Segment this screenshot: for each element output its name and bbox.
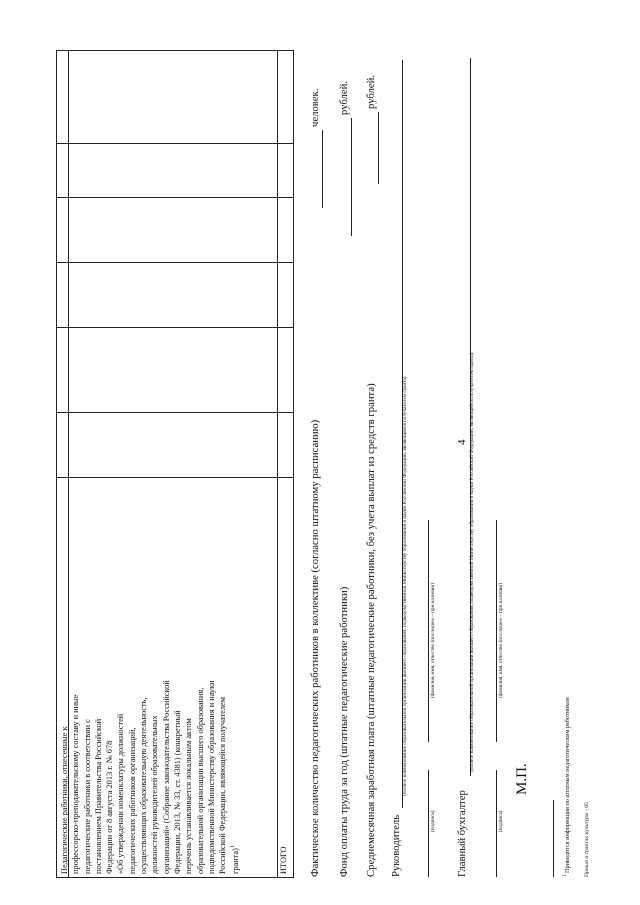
director-name-line[interactable] — [428, 520, 429, 742]
row-label-line: Педагогические работники, отнесенные к — [60, 726, 69, 874]
table-border-top — [56, 50, 293, 51]
row-label-line: перечень устанавливается локальным актом — [184, 718, 194, 874]
director-label-text: Руководитель — [390, 814, 402, 877]
footnote-separator — [553, 800, 554, 877]
row-label-line: Федерации, 2013, № 33, ст. 4381) (конкретный — [172, 710, 182, 874]
footnote — [563, 697, 571, 877]
avg-salary-input-line[interactable] — [378, 112, 379, 184]
payroll-unit-text: рублей. — [338, 80, 350, 115]
accountant-label-text: Главный бухгалтер — [456, 790, 468, 877]
table-col-rule — [56, 197, 293, 198]
document-footer-text: Приказ о грантах культуры - 05 — [584, 802, 590, 877]
row-label-line-end: гранта) — [231, 848, 241, 874]
row-label-line: постановлением Правительства Российской — [93, 718, 103, 874]
table-col-rule — [56, 262, 293, 263]
total-row-label — [279, 846, 288, 874]
accountant-signature-caption-text: (подпись) — [498, 810, 504, 832]
director-org-caption — [402, 377, 408, 796]
table-border-bottom — [56, 877, 293, 878]
director-signature-caption-text: (подпись) — [430, 810, 436, 832]
accountant-name-line[interactable] — [496, 520, 497, 742]
row-label-line: должностей руководителей образовательных — [150, 715, 160, 874]
director-org-caption-text: (полное наименование образовательной организации высшего образования, подведомственной Министерству образования и науки Российской Федерации, являющейся получателем гранта) — [402, 376, 408, 796]
row-label-line: организаций» (Собрание законодательства Российской — [161, 680, 171, 874]
accountant-signature-line[interactable] — [496, 770, 497, 877]
director-name-caption-text: (фамилия, имя, отчество (последнее – при наличии) — [430, 583, 436, 698]
accountant-org-caption-text: (полное наименование образовательной организации высшего образования, подведомственной Министерству образования и науки Российской Федерации, являющейся получателем гранта) — [469, 352, 475, 772]
payroll-unit — [338, 81, 350, 115]
director-name-caption — [430, 583, 436, 698]
row-label-line: подведомственной Министерству образования и науки — [206, 680, 216, 874]
table-col-rule — [56, 412, 293, 413]
document-footer — [584, 802, 590, 877]
payroll-label-text: Фонд оплаты труда за год (штатные педагогические работники) — [338, 586, 350, 877]
director-signature-line[interactable] — [428, 770, 429, 877]
table-row-rule — [277, 50, 278, 878]
row-label-line — [228, 680, 241, 874]
row-label-line: педагогические работники в соответствии с — [82, 719, 92, 874]
row-label-line: осуществляющих образовательную деятельность, — [139, 697, 149, 874]
row-label-line: Российской Федерации, являющейся получателем — [218, 697, 228, 874]
avg-salary-unit-text: рублей. — [365, 74, 377, 109]
headcount-input-line[interactable] — [322, 130, 323, 208]
total-label: ИТОГО — [279, 846, 288, 874]
accountant-org-caption — [469, 353, 475, 772]
payroll-input-line[interactable] — [351, 118, 352, 236]
director-signature-caption — [430, 810, 436, 832]
row-label-line: педагогических работников организаций, — [127, 727, 137, 874]
stamp-placeholder — [514, 763, 531, 795]
table-col-rule — [56, 327, 293, 328]
table-border-left — [56, 50, 57, 878]
avg-salary-label-text: Среднемесячная заработная плата (штатные педагогические работники, без учета выплат из средств гранта) — [365, 383, 377, 877]
headcount-unit-text: человек. — [309, 88, 321, 127]
row-label-line: образовательной организации высшего образования, — [195, 687, 205, 874]
accountant-signature-caption — [498, 810, 504, 832]
row-label — [59, 680, 242, 874]
row-label-line: профессорско-преподавательскому составу и иные — [71, 694, 81, 874]
stamp-text: М.П. — [514, 763, 530, 795]
accountant-name-caption — [498, 583, 504, 698]
director-label — [390, 815, 402, 877]
footnote-text: Приводится информация по штатным педагогическим работникам — [564, 697, 572, 873]
footnote-marker: 1 — [563, 874, 568, 877]
avg-salary-label — [365, 383, 377, 877]
table-col-rule — [56, 143, 293, 144]
headcount-label — [309, 420, 321, 877]
avg-salary-unit — [365, 75, 377, 109]
footnote-ref: 1 — [230, 845, 237, 849]
table-border-right — [293, 50, 294, 878]
accountant-label — [456, 790, 468, 877]
headcount-unit — [309, 89, 321, 127]
accountant-name-caption-text: (фамилия, имя, отчество (последнее – при наличии) — [498, 583, 504, 698]
page-number-text: 4 — [456, 439, 468, 445]
headcount-label-text: Фактическое количество педагогических работников в коллективе (согласно штатному расписанию) — [309, 419, 321, 877]
row-label-line: «Об утверждении номенклатуры должностей — [116, 713, 126, 874]
table-col-rule — [56, 477, 293, 478]
row-label-line: Федерации от 8 августа 2013 г. № 678 — [105, 740, 115, 874]
payroll-label — [338, 587, 350, 877]
